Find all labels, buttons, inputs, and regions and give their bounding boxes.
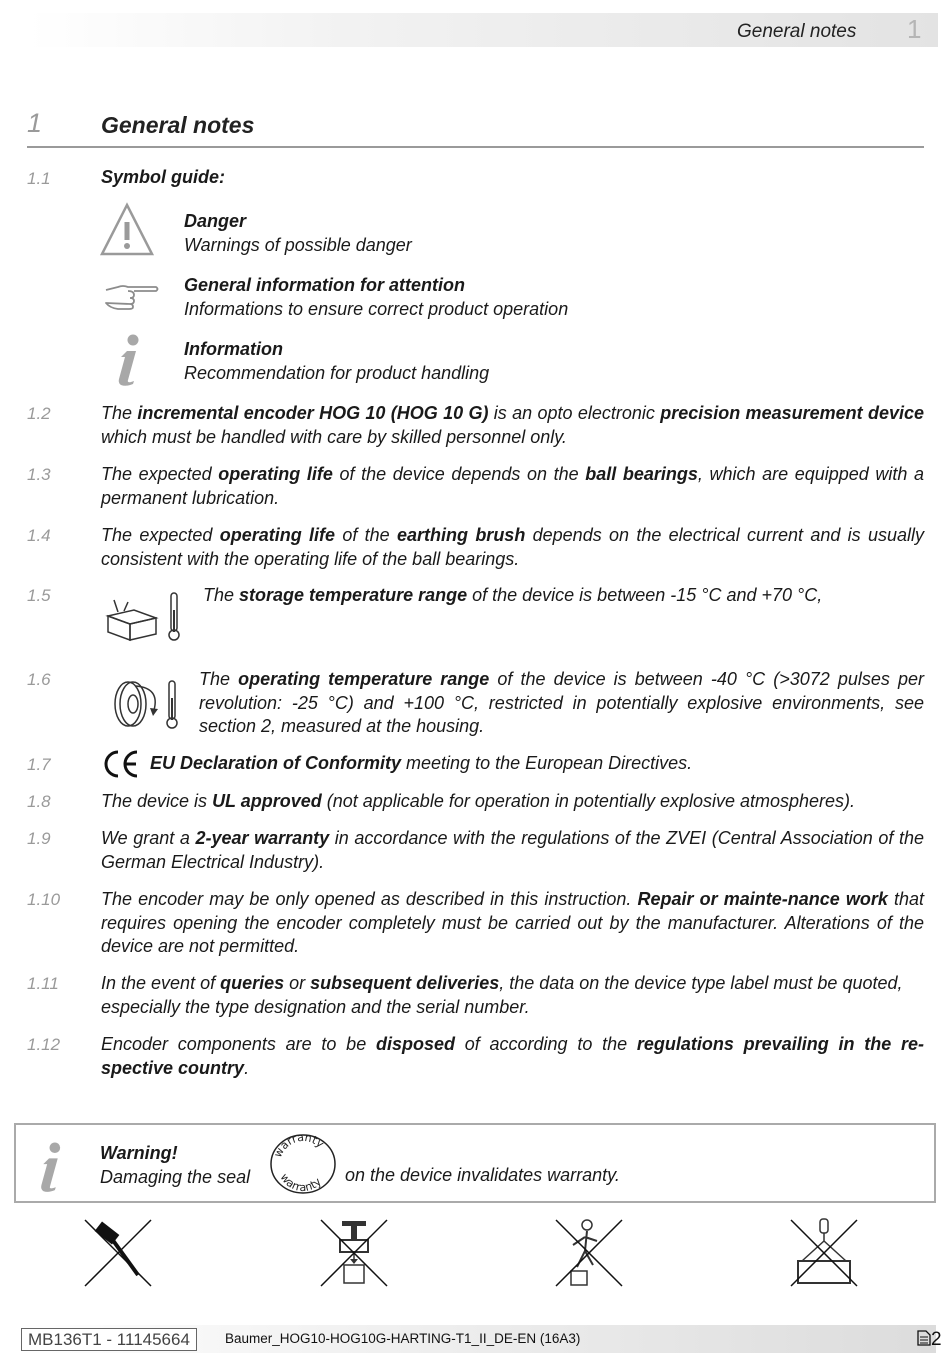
seal-text-top: warranty — [271, 1133, 327, 1160]
item-text-1-2: The incremental encoder HOG 10 (HOG 10 G) is an opto electronic precision measurement device which must be handled with care by skilled personnel only. — [101, 403, 924, 447]
seal-text-bottom: warranty — [277, 1171, 324, 1195]
item-number-1-3: 1.3 — [27, 465, 51, 484]
header-title: General notes — [737, 21, 857, 42]
item-text-1-4: The expected operating life of the earthing brush depends on the electrical current and is usually consistent with the operating life of the ball bearings. — [101, 525, 925, 569]
item-text-1-12: Encoder components are to be disposed of according to the regulations prevailing in the re-spective country. — [101, 1034, 924, 1078]
item-number-1-1: 1.1 — [27, 169, 51, 188]
storage-box-thermometer-icon — [104, 590, 184, 642]
symbol-attention-desc: Informations to ensure correct product operation — [184, 298, 569, 319]
item-text-1-9: We grant a 2-year warranty in accordance with the regulations of the ZVEI (Central Association of the German Electrical Industry). — [101, 828, 924, 872]
symbol-information-desc: Recommendation for product handling — [184, 362, 490, 383]
footer-file-name: Baumer_HOG10-HOG10G-HARTING-T1_II_DE-EN (16A3) — [225, 1331, 581, 1346]
no-stepping-icon — [553, 1217, 625, 1289]
symbol-attention-title: General information for attention — [184, 275, 466, 295]
header-chapter-number: 1 — [907, 14, 922, 44]
item-number-1-11: 1.11 — [27, 974, 59, 993]
item-text-1-7: EU Declaration of Conformity meeting to the European Directives. — [150, 753, 693, 773]
pointing-hand-icon — [104, 281, 160, 311]
svg-text:warranty — [271, 1133, 327, 1159]
item-number-1-5: 1.5 — [27, 586, 51, 605]
item-text-1-10: The encoder may be only opened as described in this instruction. Repair or mainte-nance work that requires opening the encoder completely must be carried out by the manufacturer. Alterations of the device are not permitted. — [101, 889, 924, 956]
item-number-1-8: 1.8 — [27, 792, 51, 811]
warning-text-before: Damaging the seal — [100, 1166, 251, 1187]
danger-triangle-icon — [99, 202, 155, 258]
item-number-1-4: 1.4 — [27, 526, 51, 545]
item-number-1-6: 1.6 — [27, 670, 51, 689]
warranty-seal-icon — [268, 1133, 338, 1195]
item-text-1-3: The expected operating life of the device depends on the ball bearings, which are equipped with a permanent lubrication. — [101, 464, 924, 508]
information-icon — [114, 333, 144, 387]
operating-encoder-thermometer-icon — [102, 676, 184, 734]
warning-information-icon — [36, 1141, 66, 1193]
symbol-information-title: Information — [184, 339, 283, 359]
item-number-1-2: 1.2 — [27, 404, 51, 423]
item-number-1-9: 1.9 — [27, 829, 51, 848]
symbol-danger — [184, 210, 412, 257]
symbol-attention — [184, 274, 568, 321]
no-lifting-icon — [788, 1217, 860, 1289]
symbol-danger-title: Danger — [184, 211, 247, 231]
symbol-danger-desc: Warnings of possible danger — [184, 234, 412, 255]
item-text-1-11: In the event of queries or subsequent deliveries, the data on the device type label must be quoted, especially the type designation and the serial number. — [101, 973, 903, 1017]
item-text-1-6: The operating temperature range of the device is between -40 °C (>3072 pulses per revolution: -25 °C) and +100 °C, restricted in potentially explosive environments, see section 2, measured at the housing. — [199, 669, 924, 736]
warning-title: Warning! — [100, 1143, 178, 1163]
footer-document-code: MB136T1 - 11145664 — [21, 1328, 197, 1351]
no-hammer-icon — [82, 1217, 154, 1289]
item-number-1-7: 1.7 — [27, 755, 51, 774]
section-divider — [27, 146, 924, 148]
section-number: 1 — [27, 108, 43, 138]
section-title: General notes — [101, 112, 255, 138]
warning-text — [100, 1142, 250, 1189]
item-number-1-10: 1.10 — [27, 890, 61, 909]
warning-text-after: on the device invalidates warranty. — [345, 1165, 620, 1185]
footer-page — [917, 1329, 942, 1351]
item-text-1-5: The storage temperature range of the device is between -15 °C and +70 °C, — [203, 585, 823, 605]
symbol-information — [184, 338, 489, 385]
footer-page-number: 2 — [931, 1329, 942, 1350]
item-text-1-8: The device is UL approved (not applicable for operation in potentially explosive atmospheres). — [101, 791, 856, 811]
item-number-1-12: 1.12 — [27, 1035, 61, 1054]
page-document-icon — [917, 1330, 931, 1346]
no-impact-load-icon — [318, 1217, 390, 1289]
ce-mark-icon — [101, 749, 141, 779]
item-text-1-1: Symbol guide: — [101, 167, 226, 187]
